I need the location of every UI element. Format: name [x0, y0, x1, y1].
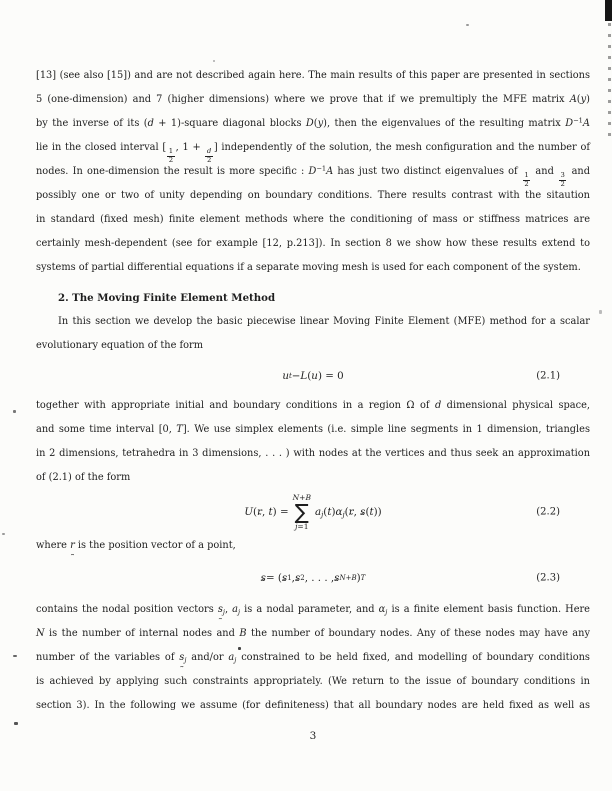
text-line: where r ˜ is the position vector of a point,	[36, 534, 590, 558]
page-number: 3	[309, 730, 317, 742]
sum-lower-limit: j=1	[295, 521, 309, 531]
text-line: is achieved by applying such constraints appropriately. (We return to the issue of boundary conditions in	[36, 676, 590, 687]
scan-speck	[599, 310, 602, 314]
scan-artifact-corner	[605, 0, 612, 21]
scan-speck	[2, 533, 5, 535]
equation-2-2-rhs: $a_j(t)\alpha_j(r$ ˜, s ˜(t))	[315, 506, 382, 518]
text-line: number of the variables of s $˜_j$ and/or $a_j$ constrained to be held fixed, and modelling of boundary conditions	[36, 646, 590, 670]
paragraph-4	[36, 534, 590, 558]
text-line: section 3). In the following we assume (for definiteness) that all boundary nodes are held fixed as well as	[36, 700, 590, 711]
text-line: [13] (see also [15]) and are not described again here. The main results of this paper are presented in sections	[36, 70, 590, 81]
equation-2-1-body: u t − L ( u ) = 0	[282, 370, 344, 382]
scan-speck	[14, 722, 18, 725]
section-heading: 2. The Moving Finite Element Method	[58, 292, 276, 304]
text-line: together with appropriate initial and boundary conditions in a region Ω of d dimensional physical space,	[36, 400, 590, 411]
text-line: possibly one or two of unity depending on boundary conditions. There results contrast with the sitaution	[36, 190, 590, 201]
text-line: certainly mesh-dependent (see for example [12, p.213]). In section 8 we show how these results extend to	[36, 238, 590, 249]
paragraph-2	[36, 310, 590, 358]
paragraph-1	[36, 64, 590, 280]
text-line: in standard (fixed mesh) finite element methods where the conditioning of mass or stiffness matrices are	[36, 214, 590, 225]
paragraph-3	[36, 394, 590, 490]
scan-speck	[13, 410, 16, 413]
text-line: nodes. In one-dimension the result is more specific : $D^{-1}A$ has just two distinct eigenvalues of $\frac{1}{2}$ and $\frac{3}{2}$ and	[36, 164, 591, 189]
equation-2-1-label: (2.1)	[536, 370, 560, 382]
summation	[293, 494, 311, 531]
equation-2-3	[36, 558, 590, 598]
text-line: and some time interval [0, T]. We use simplex elements (i.e. simple line segments in 1 dimension, triangles	[36, 424, 590, 435]
text-line: 5 (one-dimension) and 7 (higher dimensions) where we prove that if we premultiply the MFE matrix A(y)	[36, 94, 590, 105]
scan-speck	[213, 60, 215, 62]
equation-2-1	[36, 358, 590, 394]
text-line: systems of partial differential equations if a separate moving mesh is used for each component of the system.	[36, 262, 581, 273]
equation-2-2-label: (2.2)	[536, 506, 560, 518]
equation-2-3-body: s ˜ = ( s ˜ 1 , s ˜ 2 , . . . , s ˜ N+B ) T	[261, 572, 366, 584]
equation-2-2-body	[244, 494, 381, 531]
text-line: of (2.1) of the form	[36, 472, 131, 483]
text-line: N is the number of internal nodes and B the number of boundary nodes. Any of these nodes may have any	[36, 628, 590, 639]
text-line: in 2 dimensions, tetrahedra in 3 dimensions, . . . ) with nodes at the vertices and thus seek an approximation	[36, 448, 590, 459]
paragraph-5	[36, 598, 590, 718]
scan-artifact-edge	[608, 23, 611, 138]
text-line: evolutionary equation of the form	[36, 340, 204, 351]
page-content	[36, 64, 590, 748]
text-line: by the inverse of its (d + 1)-square diagonal blocks D(y), then the eigenvalues of the resulting matrix $D^{-1}A$	[36, 116, 590, 129]
equation-2-2-lhs: U(r ˜, t) =	[244, 506, 288, 518]
text-line: In this section we develop the basic piecewise linear Moving Finite Element (MFE) method for a scalar	[58, 316, 590, 327]
scan-speck	[466, 24, 469, 26]
sum-upper-limit: N+B	[292, 492, 311, 502]
sigma-icon: ∑	[294, 499, 309, 524]
scan-speck	[13, 655, 17, 657]
equation-2-3-label: (2.3)	[536, 572, 560, 584]
text-line: lie in the closed interval [ $\frac{1}{2}$ , 1 + $\frac{d}{2}$ ] independently of the solution, the mesh configuration and the number of	[36, 142, 590, 165]
equation-2-2	[36, 490, 590, 534]
text-line: contains the nodal position vectors s $˜_j$, $a_j$ is a nodal parameter, and $\alpha_j$ is a finite element basis function. Here	[36, 598, 590, 622]
